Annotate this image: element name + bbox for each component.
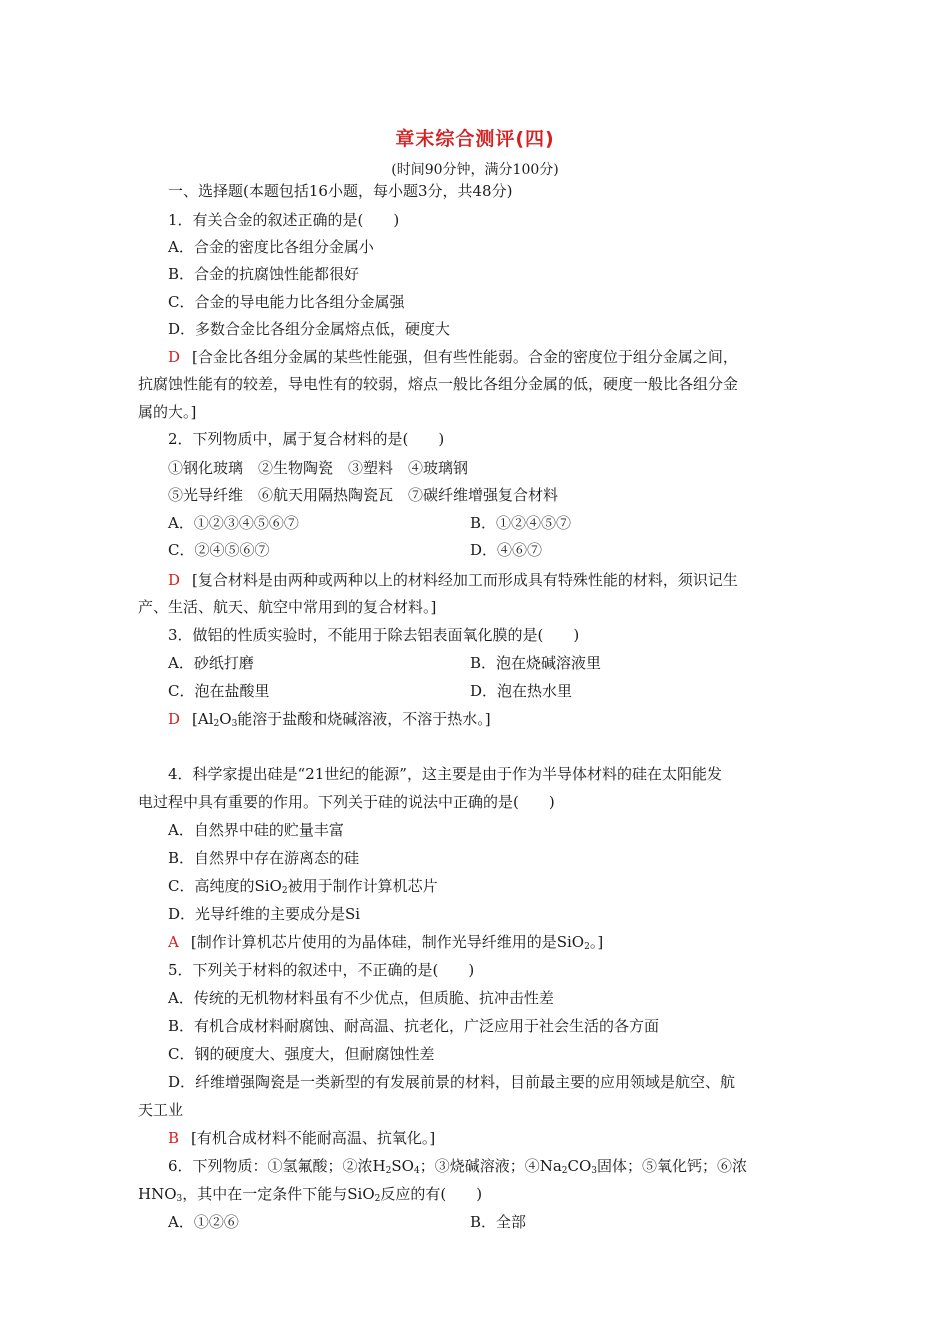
q6-option-a: A．①②⑥	[168, 1213, 239, 1231]
q3-option-b: B．泡在烧碱溶液里	[470, 654, 602, 672]
q6-stem-part: CO	[567, 1157, 592, 1175]
q1-explanation-line-3: 属的大。]	[138, 403, 197, 421]
q1-answer: D	[168, 348, 181, 366]
q4-answer: A	[168, 933, 179, 951]
q5-option-b: B．有机合成材料耐腐蚀、耐高温、抗老化，广泛应用于社会生活的各方面	[168, 1017, 660, 1035]
q4-explanation-post: 。]	[589, 933, 604, 951]
q5-option-a: A．传统的无机物材料虽有不少优点，但质脆、抗冲击性差	[168, 989, 554, 1007]
q6-stem-sub: 2	[374, 1194, 381, 1204]
q3-explanation-post: 能溶于盐酸和烧碱溶液，不溶于热水。]	[237, 710, 491, 728]
q6-stem-sub: 3	[591, 1166, 598, 1176]
q5-option-d-line-1: D．纤维增强陶瓷是一类新型的有发展前景的材料，目前最主要的应用领域是航空、航	[168, 1073, 736, 1091]
q2-explanation-line	[168, 570, 738, 590]
q5-option-c: C．钢的硬度大、强度大，但耐腐蚀性差	[168, 1045, 435, 1063]
q4-option-c-pre: C．高纯度的SiO	[168, 877, 282, 895]
q5-stem: 5．下列关于材料的叙述中，不正确的是( )	[168, 961, 475, 979]
q2-items-row-2: ⑤光导纤维 ⑥航天用隔热陶瓷瓦 ⑦碳纤维增强复合材料	[168, 486, 559, 504]
q4-stem-line-2: 电过程中具有重要的作用。下列关于硅的说法中正确的是( )	[138, 793, 555, 811]
q6-stem-part: 6．下列物质：①氢氟酸；②浓H	[168, 1157, 386, 1175]
q2-option-a: A．①②③④⑤⑥⑦	[168, 514, 299, 532]
q2-explanation-text: [复合材料是由两种或两种以上的材料经加工而形成具有特殊性能的材料，须识记生	[192, 571, 738, 589]
q5-explanation-text: [有机合成材料不能耐高温、抗氧化。]	[191, 1129, 436, 1147]
q3-explanation-pre: [Al	[192, 710, 214, 728]
q4-option-c-post: 被用于制作计算机芯片	[287, 877, 438, 895]
q5-answer: B	[168, 1129, 180, 1147]
q4-explanation-line	[168, 932, 603, 952]
q6-stem-line-2	[138, 1184, 482, 1204]
q1-option-c: C．合金的导电能力比各组分金属强	[168, 293, 405, 311]
q3-explanation-line	[168, 709, 491, 729]
q1-option-a: A．合金的密度比各组分金属小	[168, 238, 374, 256]
q1-option-d: D．多数合金比各组分金属熔点低，硬度大	[168, 320, 451, 338]
q2-option-d: D．④⑥⑦	[470, 541, 543, 559]
q6-stem-sub: 2	[385, 1166, 392, 1176]
q4-explanation-pre: [制作计算机芯片使用的为晶体硅，制作光导纤维用的是SiO	[190, 933, 585, 951]
q6-stem-part: 固体；⑤氧化钙；⑥浓	[597, 1157, 748, 1175]
q1-explanation-text: [合金比各组分金属的某些性能强，但有些性能弱。合金的密度位于组分金属之间，	[192, 348, 738, 366]
q2-option-c: C．②④⑤⑥⑦	[168, 541, 270, 559]
q4-option-a: A．自然界中硅的贮量丰富	[168, 821, 344, 839]
q2-stem: 2．下列物质中，属于复合材料的是( )	[168, 430, 445, 448]
q3-option-c: C．泡在盐酸里	[168, 682, 270, 700]
q2-answer: D	[168, 571, 181, 589]
section-heading: 一、选择题(本题包括16小题，每小题3分，共48分)	[168, 182, 513, 200]
q6-stem-sub: 4	[413, 1166, 420, 1176]
q3-explanation-sub-2: 3	[231, 719, 238, 729]
q1-explanation-line	[168, 347, 738, 367]
q1-explanation-line-2: 抗腐蚀性能有的较差，导电性有的较弱，熔点一般比各组分金属的低，硬度一般比各组分金	[138, 375, 739, 393]
q6-stem-sub: 3	[176, 1194, 183, 1204]
page-title: 章末综合测评(四)	[395, 128, 555, 150]
q5-explanation-line	[168, 1128, 435, 1148]
q3-answer: D	[168, 710, 181, 728]
q6-stem-sub: 2	[561, 1166, 568, 1176]
q6-stem-part: SO	[391, 1157, 414, 1175]
q4-option-c	[168, 876, 438, 896]
q6-stem-part: ，其中在一定条件下能与SiO	[182, 1185, 375, 1203]
q5-option-d-line-2: 天工业	[138, 1101, 184, 1119]
q4-option-c-sub: 2	[281, 886, 288, 896]
q6-stem-line-1	[168, 1156, 747, 1176]
q3-explanation-sub-1: 2	[213, 719, 220, 729]
q6-stem-part: HNO	[138, 1185, 177, 1203]
q1-option-b: B．合金的抗腐蚀性能都很好	[168, 265, 360, 283]
q3-option-a: A．砂纸打磨	[168, 654, 254, 672]
q4-stem-line-1: 4．科学家提出硅是“21世纪的能源”，这主要是由于作为半导体材料的硅在太阳能发	[168, 765, 722, 783]
q3-stem: 3．做铝的性质实验时，不能用于除去铝表面氧化膜的是( )	[168, 626, 580, 644]
q6-stem-part: ；③烧碱溶液；④Na	[419, 1157, 562, 1175]
q4-option-d: D．光导纤维的主要成分是Si	[168, 905, 361, 923]
exam-info: (时间90分钟，满分100分)	[391, 162, 559, 178]
q2-explanation-line-2: 产、生活、航天、航空中常用到的复合材料。]	[138, 598, 437, 616]
q6-option-b: B．全部	[470, 1213, 527, 1231]
q4-option-b: B．自然界中存在游离态的硅	[168, 849, 360, 867]
q3-option-d: D．泡在热水里	[470, 682, 573, 700]
q4-explanation-sub: 2	[584, 942, 590, 952]
q3-explanation-mid: O	[219, 710, 232, 728]
q2-option-b: B．①②④⑤⑦	[470, 514, 572, 532]
q1-stem: 1．有关合金的叙述正确的是( )	[168, 211, 400, 229]
q6-stem-part: 反应的有( )	[380, 1185, 483, 1203]
q2-items-row-1: ①钢化玻璃 ②生物陶瓷 ③塑料 ④玻璃钢	[168, 459, 469, 477]
